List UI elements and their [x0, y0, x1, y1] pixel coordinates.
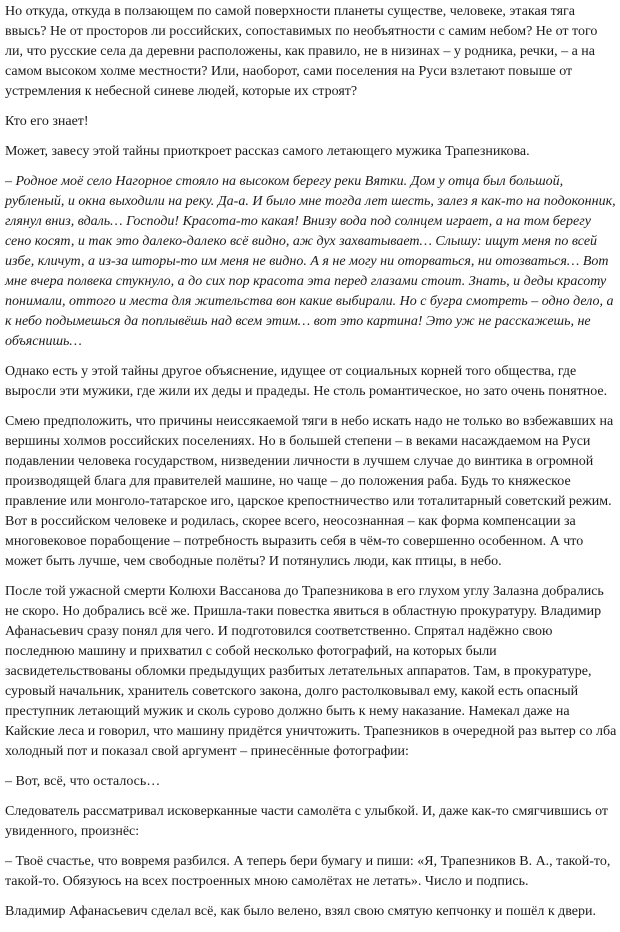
paragraph-6: Смею предположить, что причины неиссякаемой тяги в небо искать надо не только во взбежавших на вершины холмов российских поселениях. Но в большей степени – в веками насаждаемом на Руси подавлении человека государством, низведении личности в лучшем случае до винтика в огромной производящей блага для правителей машине, но чаще – до положения раба. Будь то княжеское правление или монголо-татарское иго, царское крепостничество или тоталитарный советский режим. Вот в российском человеке и родилась, скорее всего, неосознанная – как форма компенсации за многовековое порабощение – потребность выразить себя в чём-то совершенно особенном. А что может быть лучше, чем свободные полёты? И потянулись люди, как птицы, в небо.: [5, 414, 614, 569]
paragraph-11: Владимир Афанасьевич сделал всё, как было велено, взял свою смятую кепчонку и пошёл к двери.: [5, 904, 596, 919]
paragraph-9: Следователь рассматривал исковерканные части самолёта с улыбкой. И, даже как-то смягчившись от увиденного, произнёс:: [5, 804, 608, 839]
paragraph-1: Но откуда, откуда в ползающем по самой поверхности планеты существе, человеке, этакая тяга ввысь? Не от просторов ли российских, сопоставимых по необъятности с самим небом? Не от того ли, что русские села да деревни расположены, как правило, не в низинах – у родника, речки, – а на самом высоком холме местности? Или, наоборот, сами поселения на Руси взлетают повыше от устремления к небесной синеве людей, которые их строят?: [5, 4, 598, 99]
paragraph-3: Может, завесу этой тайны приоткроет рассказ самого летающего мужика Трапезникова.: [5, 144, 530, 159]
paragraph-4-quote: – Родное моё село Нагорное стояло на высоком берегу реки Вятки. Дом у отца был большой, рубленый, и окна выходили на реку. Да-а. И было мне тогда лет шесть, залез я как-то на подоконник, глянул вниз, вдаль… Господи! Красота-то какая! Внизу вода под солнцем играет, а на том берегу сено косят, и так это далеко-далеко всё видно, аж дух захватывает… Слышу: ищут меня по всей избе, кличут, а из-за шторы-то им меня не видно. А я не могу ни оторваться, ни отозваться… Вот мне вчера полвека стукнуло, а до сих пор красота эта перед глазами стоит. Знать, и деды красоту понимали, оттого и места для жительства вон какие выбирали. Но с бугра смотреть – одно дело, а к небо подымешься да поплывёшь над всем этим… вот это картина! Это уж не расскажешь, не объяснишь…: [5, 174, 616, 349]
paragraph-2: Кто его знает!: [5, 114, 89, 129]
paragraph-7: После той ужасной смерти Колюхи Вассанова до Трапезникова в его глухом углу Залазна добрались не скоро. Но добрались всё же. Пришла-таки повестка явиться в областную прокуратуру. Владимир Афанасьевич сразу понял для чего. И подготовился соответственно. Спрятал надёжно свою последнюю машину и прихватил с собой несколько фотографий, на которых были засвидетельствованы обломки предыдущих разбитых летательных аппаратов. Там, в прокуратуре, суровый начальник, хранитель советского закона, долго растолковывал ему, какой есть опасный преступник летающий мужик и сколь сурово должно быть к нему наказание. Намекал даже на Кайские леса и говорил, что машину придётся уничтожить. Трапезников в очередной раз вытер со лба холодный пот и показал свой аргумент – принесённые фотографии:: [5, 584, 617, 759]
document-page: [5, 2, 617, 932]
paragraph-8: – Вот, всё, что осталось…: [5, 774, 161, 789]
paragraph-10: – Твоё счастье, что вовремя разбился. А теперь бери бумагу и пиши: «Я, Трапезников В. А., такой-то, такой-то. Обязуюсь на всех построенных мною самолётах не летать». Число и подпись.: [5, 854, 611, 889]
paragraph-5: Однако есть у этой тайны другое объяснение, идущее от социальных корней того общества, где выросли эти мужики, где жили их деды и прадеды. Не столь романтическое, но зато очень понятное.: [5, 364, 608, 399]
